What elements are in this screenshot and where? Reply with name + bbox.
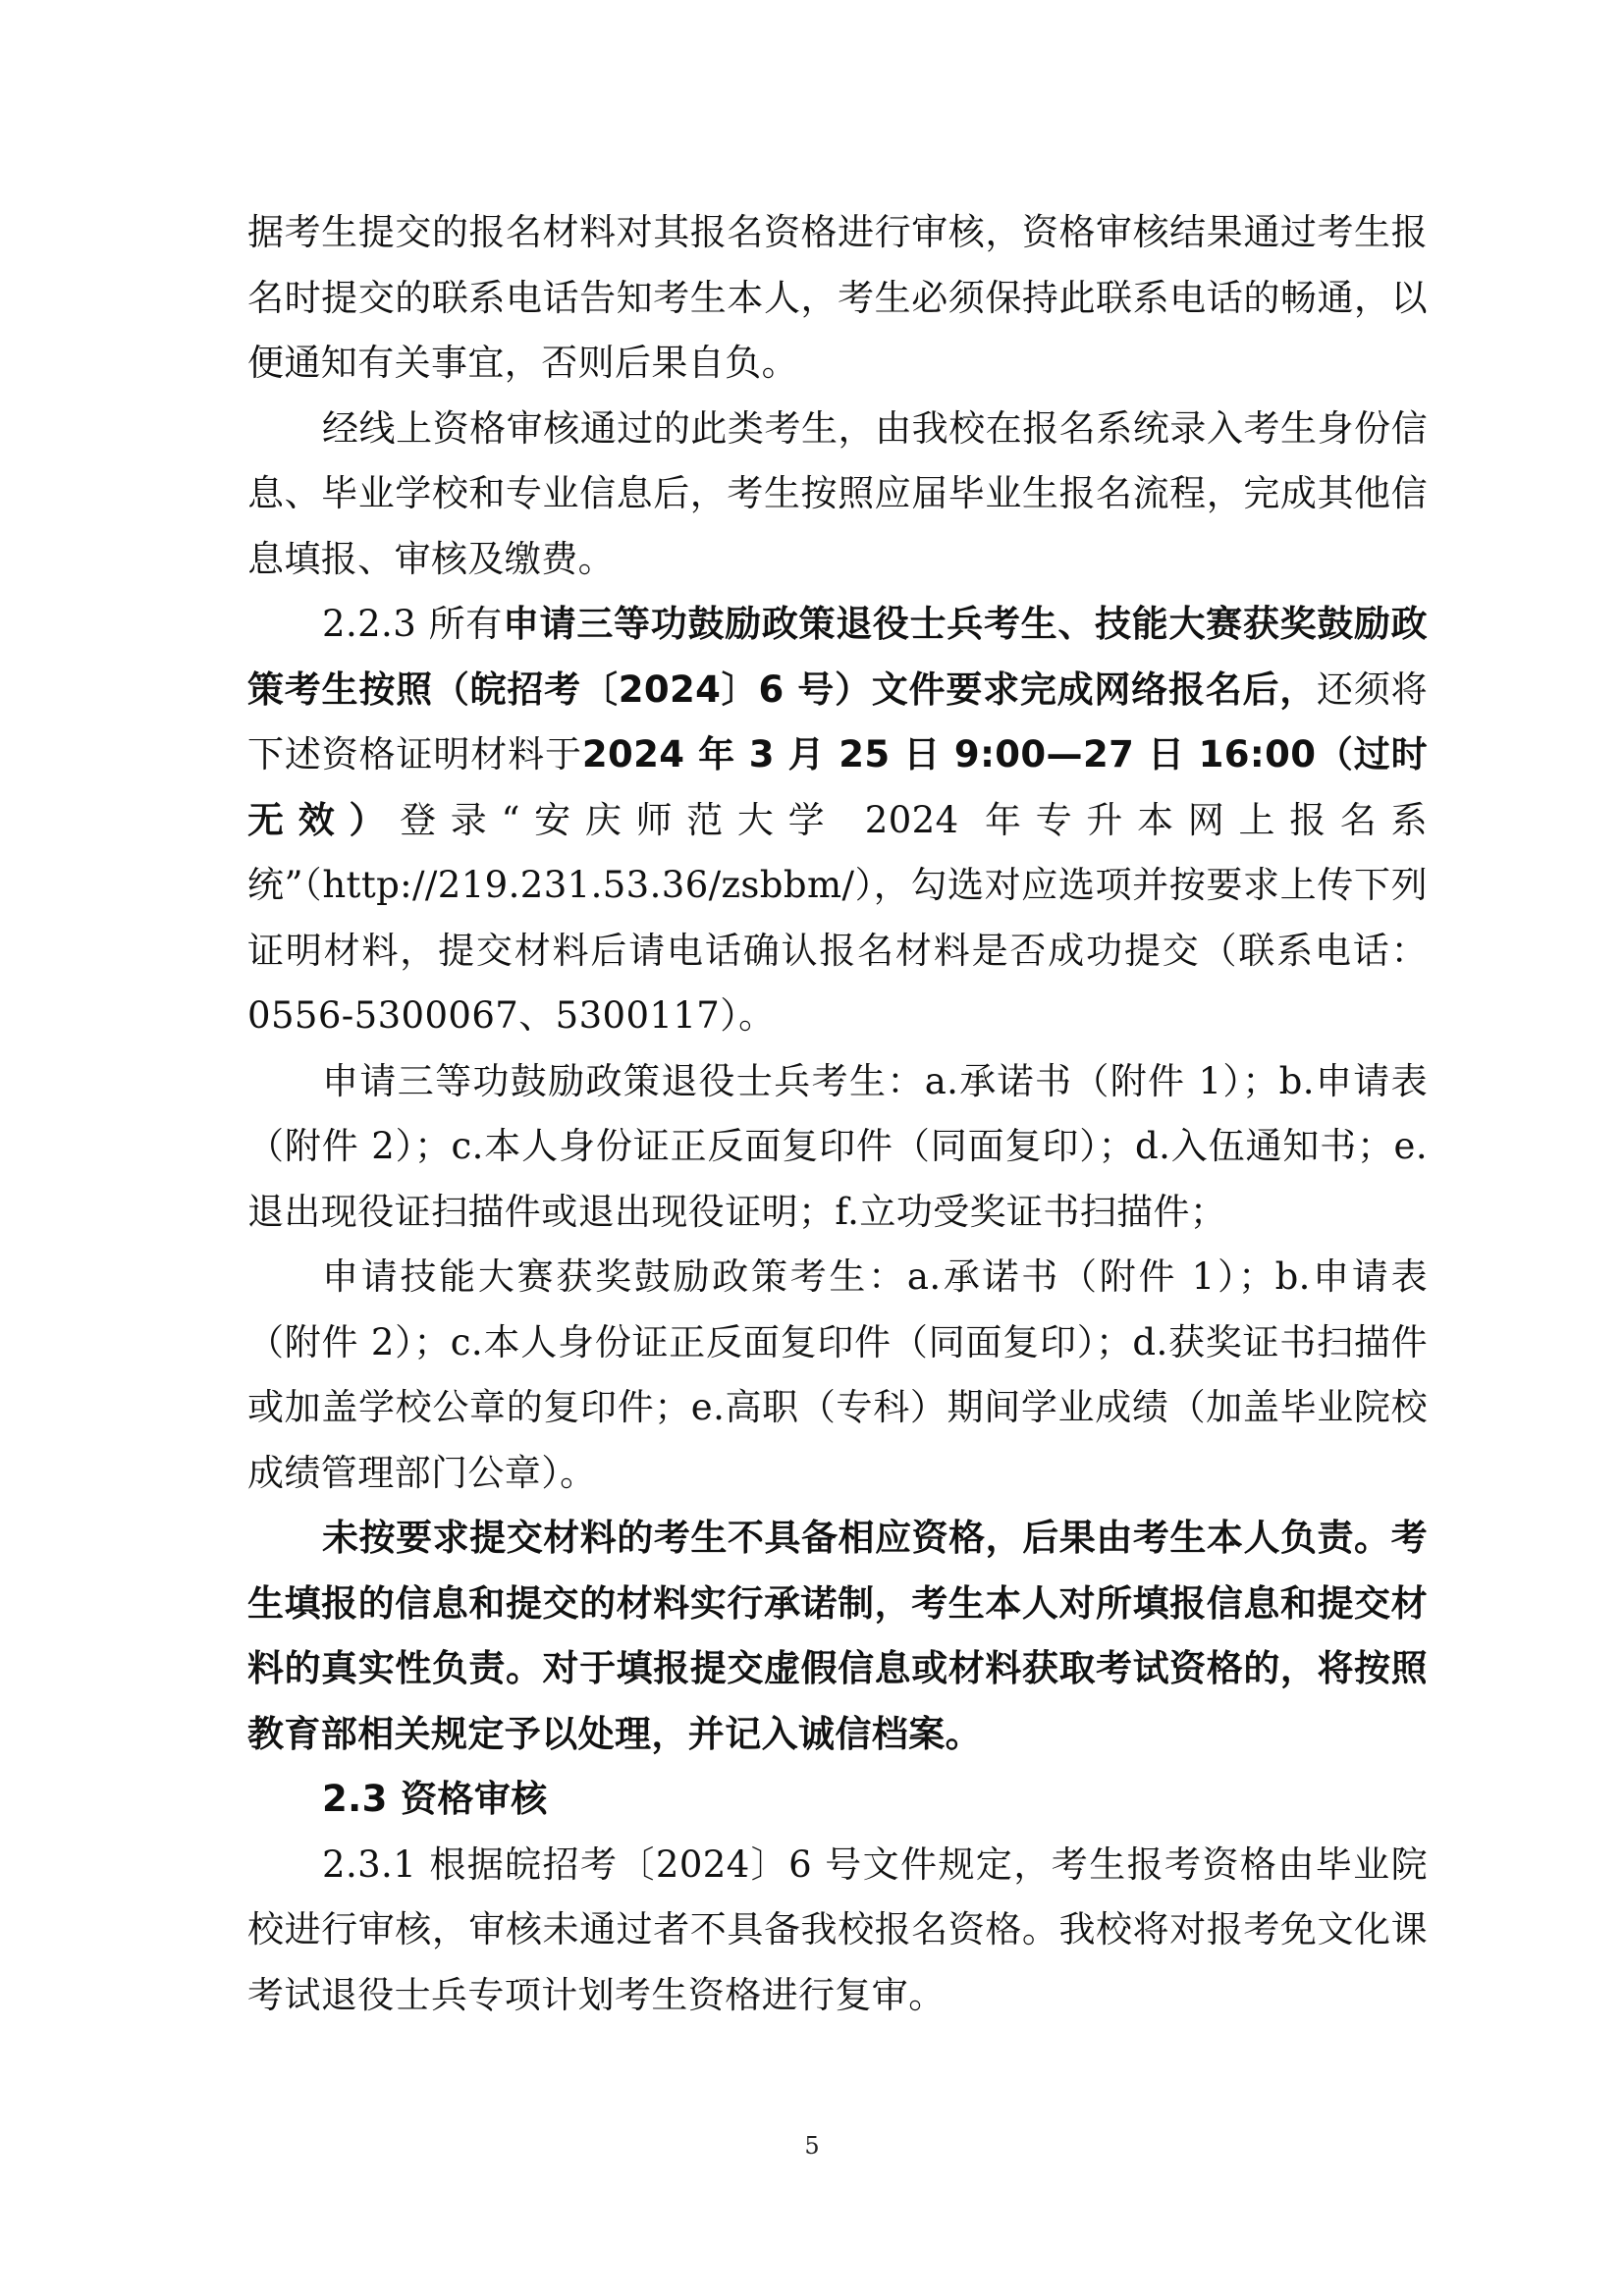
paragraph-text: 申请三等功鼓励政策退役士兵考生：a.承诺书（附件 1）；b.申请表（附件 2）；c.本人身份证正反面复印件（同面复印）；d.入伍通知书；e.退出现役证扫描件或退出现役证明；f.立功受奖证书扫描件； — [247, 1059, 1428, 1233]
paragraph-text: 申请技能大赛获奖鼓励政策考生：a.承诺书（附件 1）；b.申请表（附件 2）；c.本人身份证正反面复印件（同面复印）；d.获奖证书扫描件或加盖学校公章的复印件；e.高职（专科）期间学业成绩（加盖毕业院校成绩管理部门公章）。 — [247, 1255, 1428, 1494]
paragraph-continued-review — [247, 200, 1428, 397]
document-page — [247, 200, 1428, 2028]
paragraph-text-bold: 申请三等功鼓励政策退役士兵考生、技能大赛获奖鼓励政策考生按照（皖招考〔2024〕6 号）文件要求完成网络报名后， — [247, 603, 1428, 711]
paragraph-skills-contest-materials — [247, 1245, 1428, 1506]
deadline-text: 2024 年 3 月 25 日 9:00—27 日 16:00（过时无效） — [247, 733, 1428, 841]
paragraph-text: 2.2.3 所有 — [322, 603, 503, 645]
section-heading-2-3 — [247, 1767, 1428, 1833]
paragraph-veteran-materials — [247, 1049, 1428, 1246]
paragraph-text: 据考生提交的报名材料对其报名资格进行审核，资格审核结果通过考生报名时提交的联系电话告知考生本人，考生必须保持此联系电话的畅通，以便通知有关事宜，否则后果自负。 — [247, 211, 1428, 384]
paragraph-text: 登录“安庆师范大学 2024 年专升本网上报名系统”（http://219.231.53.36/zsbbm/），勾选对应选项并按要求上传下列证明材料，提交材料后请电话确认报名材料是否成功提交（联系电话：0556-5300067、5300117）。 — [247, 798, 1429, 1037]
paragraph-online-review-passed — [247, 397, 1428, 593]
paragraph-2-3-1 — [247, 1833, 1428, 2029]
page-number: 5 — [804, 2132, 820, 2160]
heading-text: 2.3 资格审核 — [322, 1778, 548, 1820]
paragraph-text: 经线上资格审核通过的此类考生，由我校在报名系统录入考生身份信息、毕业学校和专业信息后，考生按照应届毕业生报名流程，完成其他信息填报、审核及缴费。 — [247, 406, 1428, 580]
paragraph-text-bold: 未按要求提交材料的考生不具备相应资格，后果由考生本人负责。考生填报的信息和提交的材料实行承诺制，考生本人对所填报信息和提交材料的真实性负责。对于填报提交虚假信息或材料获取考试资格的，将按照教育部相关规定予以处理，并记入诚信档案。 — [247, 1517, 1428, 1755]
paragraph-warning — [247, 1506, 1428, 1767]
paragraph-text: 2.3.1 根据皖招考〔2024〕6 号文件规定，考生报考资格由毕业院校进行审核，审核未通过者不具备我校报名资格。我校将对报考免文化课考试退役士兵专项计划考生资格进行复审。 — [247, 1842, 1428, 2016]
paragraph-text: 还须将下述资格证明材料于 — [247, 667, 1428, 775]
paragraph-2-2-3 — [247, 592, 1428, 1049]
